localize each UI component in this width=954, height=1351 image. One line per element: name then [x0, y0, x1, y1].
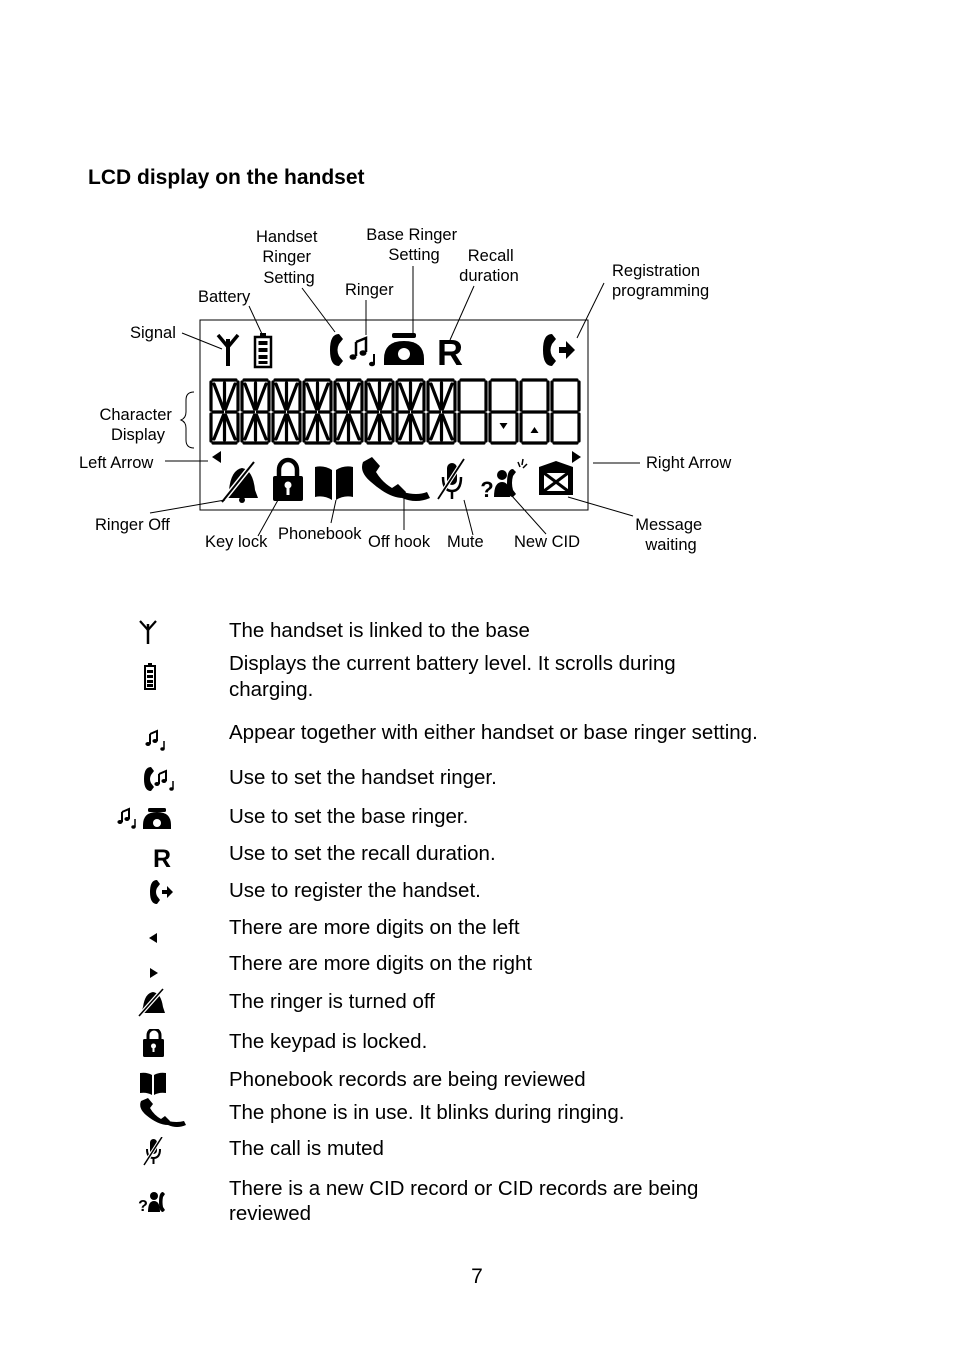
label-new-cid: New CID: [514, 533, 581, 551]
svg-text:?: ?: [480, 477, 494, 502]
ringer-notes-icon: [350, 338, 376, 366]
lcd-diagram: [0, 215, 954, 575]
lcd-character: [459, 380, 486, 443]
legend-handset-ringer-icon: [108, 764, 198, 794]
new-cid-icon: [480, 459, 527, 502]
legend-text-off-hook: The phone is in use. It blinks during ringing.: [229, 1101, 625, 1124]
battery-icon: [255, 333, 271, 367]
label-ringer-off: Ringer Off: [95, 516, 170, 534]
legend-text-base-ringer: Use to set the base ringer.: [229, 805, 469, 828]
legend-signal-icon: [108, 617, 198, 647]
legend-registration-icon: [108, 877, 198, 907]
left-arrow-icon: [212, 451, 221, 463]
registration-icon: [543, 334, 575, 366]
legend-phonebook-icon: [108, 1068, 198, 1098]
legend-text-recall: Use to set the recall duration.: [229, 842, 496, 865]
legend-text-phonebook: Phonebook records are being reviewed: [229, 1068, 586, 1091]
message-waiting-icon: [539, 461, 573, 495]
legend-text-new-cid: There is a new CID record or CID records are being reviewed: [229, 1177, 699, 1225]
legend-text-signal: The handset is linked to the base: [229, 619, 530, 642]
label-signal: Signal: [130, 324, 176, 342]
legend-right-arrow-icon: [108, 958, 198, 988]
legend-off-hook-icon: [108, 1097, 198, 1127]
off-hook-icon: [362, 457, 430, 501]
label-character-display: Character Display: [99, 406, 172, 444]
base-ringer-icon: [384, 333, 424, 365]
legend-ringer-notes-icon: [108, 725, 198, 755]
legend-text-handset-ringer: Use to set the handset ringer.: [229, 766, 497, 789]
label-registration-programming: Registration programming: [612, 262, 710, 300]
lcd-character: [335, 380, 362, 443]
callout-labels: [79, 226, 731, 554]
svg-text:R: R: [152, 845, 172, 872]
label-right-arrow: Right Arrow: [646, 454, 732, 472]
label-recall-duration: Recall duration: [459, 247, 519, 285]
label-off-hook: Off hook: [368, 533, 431, 551]
label-phonebook: Phonebook: [278, 525, 362, 543]
legend-battery-icon: [108, 662, 198, 692]
svg-text:?: ?: [138, 1198, 148, 1215]
legend-text-ringer-notes: Appear together with either handset or base ringer setting.: [229, 721, 758, 744]
label-message-waiting: Message waiting: [635, 516, 703, 554]
label-handset-ringer-setting: Handset Ringer Setting: [255, 228, 318, 287]
phonebook-icon: [315, 466, 353, 500]
legend-text-battery: Displays the current battery level. It scrolls during charging.: [229, 652, 676, 701]
label-base-ringer-setting: Base Ringer Setting: [366, 226, 458, 264]
legend-text-registration: Use to register the handset.: [229, 879, 481, 902]
legend-left-arrow-icon: [108, 923, 198, 953]
svg-text:R: R: [437, 332, 463, 373]
handset-ringer-icon: [330, 334, 343, 366]
lcd-character: [521, 380, 548, 443]
legend-recall-icon: [108, 842, 198, 872]
legend-base-ringer-icon: [108, 804, 198, 834]
lcd-character: [304, 380, 331, 443]
mute-icon: [438, 459, 464, 499]
label-key-lock: Key lock: [205, 533, 268, 551]
recall-icon: [437, 332, 463, 373]
legend-text-left-arrow: There are more digits on the left: [229, 916, 520, 939]
character-display: [211, 380, 579, 443]
legend-text-ringer-off: The ringer is turned off: [229, 990, 435, 1013]
lcd-character: [242, 380, 269, 443]
label-mute: Mute: [447, 533, 484, 551]
legend-key-lock-icon: [108, 1029, 198, 1059]
page-number: 7: [471, 1265, 483, 1288]
right-arrow-icon: [572, 451, 581, 463]
label-ringer: Ringer: [345, 281, 394, 299]
label-battery: Battery: [198, 288, 251, 306]
legend-new-cid-icon: [108, 1187, 198, 1217]
legend-text-right-arrow: There are more digits on the right: [229, 952, 533, 975]
ringer-off-icon: [222, 462, 258, 503]
lcd-character: [397, 380, 424, 443]
lcd-character: [366, 380, 393, 443]
legend-text-key-lock: The keypad is locked.: [229, 1030, 428, 1053]
legend-ringer-off-icon: [108, 988, 198, 1018]
lcd-character: [428, 380, 455, 443]
legend-mute-icon: [108, 1137, 198, 1167]
lcd-character: [490, 380, 517, 443]
lcd-character: [552, 380, 579, 443]
legend-text-mute: The call is muted: [229, 1137, 384, 1160]
signal-icon: [218, 335, 238, 366]
label-left-arrow: Left Arrow: [79, 454, 154, 472]
lcd-character: [211, 380, 238, 443]
section-heading: LCD display on the handset: [88, 166, 365, 189]
lcd-character: [273, 380, 300, 443]
key-lock-icon: [273, 460, 303, 501]
